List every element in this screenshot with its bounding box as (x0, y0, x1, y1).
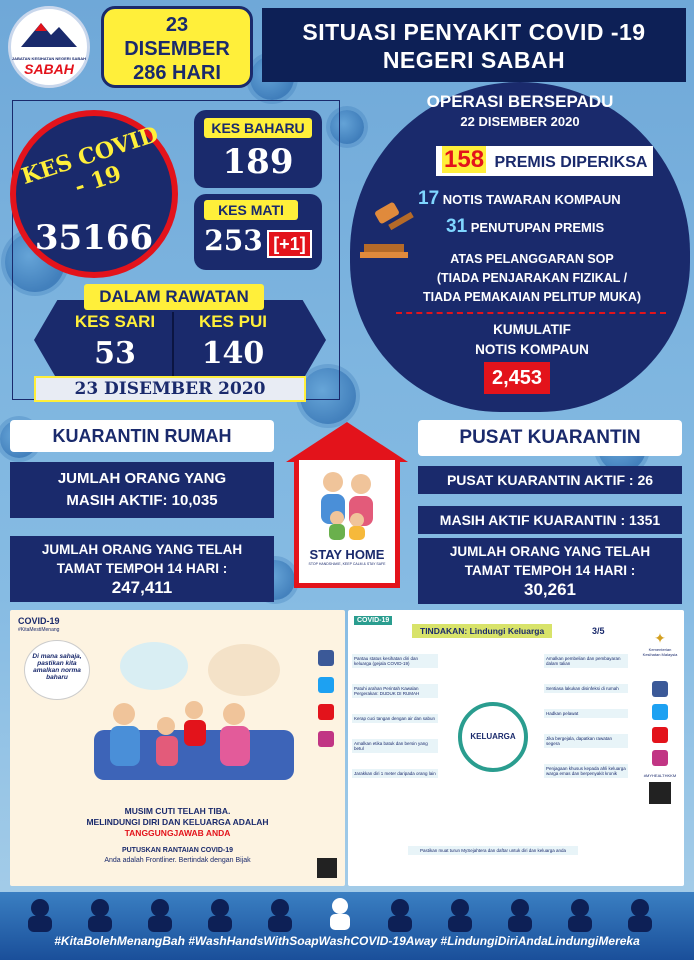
hashtags: #KitaBolehMenangBah #WashHandsWithSoapWashCOVID-19Away #LindungiDiriAndaLindungiMereka (54, 934, 640, 948)
poster-left-bubble: Di mana sahaja, pastikan kita amalkan norma baharu (24, 640, 90, 700)
date-days: 286 HARI (133, 62, 221, 84)
facebook-icon[interactable] (318, 650, 334, 666)
pusat-kuarantin-title: PUSAT KUARANTIN (418, 420, 682, 456)
poster-right-title: TINDAKAN: Lindungi Keluarga (412, 624, 552, 638)
kuarantin-tamat-value: 247,411 (111, 578, 173, 597)
date-banner-text: 23 DISEMBER 2020 (74, 379, 266, 399)
instagram-icon[interactable] (652, 750, 668, 766)
kes-baharu-label: KES BAHARU (204, 118, 312, 138)
family-on-sofa-icon (94, 640, 294, 790)
poster-right-bottom: Pastikan muat turun MySejahtera dan daftar untuk diri dan keluarga anda (408, 846, 578, 855)
kumulatif-text (392, 320, 672, 360)
family-icon (307, 462, 387, 542)
sabah-health-logo (8, 6, 90, 88)
date-box (101, 6, 253, 88)
kes-mati-card (194, 194, 322, 270)
premis-label: PREMIS DIPERIKSA (494, 154, 648, 171)
operasi-date: 22 DISEMBER 2020 (460, 114, 580, 129)
poster-right (348, 610, 684, 886)
tutup-row (446, 216, 604, 238)
kes-mati-value: 253 (204, 224, 263, 257)
poster-left-footer (10, 846, 345, 866)
poster-left-sidebar (311, 650, 341, 752)
kes-pui-label: KES PUI (198, 312, 268, 331)
operasi-title: OPERASI BERSEPADU (426, 92, 614, 111)
twitter-icon[interactable] (318, 677, 334, 693)
kuarantin-aktif-card (10, 462, 274, 518)
poster-right-item: Sentiasa lakukan disinfeksi di rumah (544, 684, 628, 693)
kes-mati-delta: [+1] (267, 230, 312, 258)
kes-covid-value: 35166 (34, 218, 154, 258)
date-banner (34, 376, 306, 402)
header-line2: NEGERI SABAH (382, 47, 566, 73)
pusat-tamat-line1: JUMLAH ORANG YANG TELAH (449, 544, 651, 559)
poster-left-headline (10, 806, 345, 839)
poster-left-hashtag: #KitaMestiMenang (18, 627, 60, 633)
instagram-icon[interactable] (318, 731, 334, 747)
kes-baharu-value: 189 (222, 142, 294, 182)
poster-left-headline1: MUSIM CUTI TELAH TIBA. (124, 806, 231, 816)
date-day: 23 (165, 14, 189, 36)
poster-right-right-items (544, 654, 628, 778)
social-tag: #MYHEALTHKKM (643, 773, 677, 778)
poster-right-item: Jarakkan diri 1 meter daripada orang lain (352, 769, 438, 778)
youtube-icon[interactable] (652, 727, 668, 743)
tutup-label: PENUTUPAN PREMIS (470, 220, 605, 235)
facebook-icon[interactable] (652, 681, 668, 697)
twitter-icon[interactable] (652, 704, 668, 720)
poster-right-item: Amalkan pembelian dan pembayaran dalam talian (544, 654, 628, 668)
rawatan-divider (172, 312, 174, 376)
kuarantin-tamat-card (10, 536, 274, 602)
pusat-masih: MASIH AKTIF KUARANTIN : 1351 (418, 506, 682, 534)
stay-home-sub: STOP HANDSHAKE, KEEP CALM & STAY SAFE (308, 562, 386, 566)
poster-left-tag: COVID-19 (18, 616, 60, 626)
ministry-crest-icon: ✦ (654, 630, 666, 646)
poster-left-footer1: PUTUSKAN RANTAIAN COVID-19 (121, 847, 234, 854)
kumulatif-line1: KUMULATIF (493, 322, 571, 337)
kes-baharu-card (194, 110, 322, 188)
poster-right-item: Pantau status kesihatan diri dan keluarga (gejala COVID-19) (352, 654, 438, 668)
pusat-tamat-card (418, 538, 682, 604)
frontliners-silhouettes-icon (0, 892, 694, 932)
kes-covid-label: KES COVID - 19 (18, 121, 162, 201)
dalam-rawatan-label: DALAM RAWATAN (84, 284, 264, 310)
premis-row (436, 146, 653, 176)
poster-left-headline3: TANGGUNGJAWAB ANDA (124, 828, 231, 838)
poster-right-item: Jika bergejala, dapatkan rawatan segera (544, 734, 628, 748)
kes-mati-label: KES MATI (204, 200, 298, 220)
header-line1: SITUASI PENYAKIT COVID -19 (302, 19, 646, 45)
poster-right-item: Amalkan etika batuk dan bersin yang betul (352, 739, 438, 753)
logo-name: SABAH (24, 61, 74, 77)
stay-home-title: STAY HOME (309, 547, 385, 562)
frontliners-band (0, 892, 694, 960)
poster-left (10, 610, 345, 886)
date-month: DISEMBER (124, 38, 230, 60)
notis-num: 17 (418, 188, 440, 209)
sop-line3: TIADA PEMAKAIAN PELITUP MUKA) (422, 290, 642, 304)
poster-right-item: Hadkan pelawat (544, 709, 628, 718)
kumulatif-value: 2,453 (484, 362, 550, 394)
poster-right-item: Patuhi arahan Perintah Kawalan Pergerakan: DUDUK DI RUMAH (352, 684, 438, 698)
poster-right-tag: COVID-19 (354, 616, 392, 625)
poster-right-item: Kerap cuci tangan dengan air dan sabun (352, 714, 438, 723)
keluarga-center: KELUARGA (458, 702, 528, 772)
ministry-name: Kementerian Kesihatan Malaysia (642, 647, 678, 657)
youtube-icon[interactable] (318, 704, 334, 720)
poster-right-item: Penjagaan khusus kepada ahli keluarga warga emas dan berpenyakit kronik (544, 764, 628, 778)
kuarantin-aktif-line1: JUMLAH ORANG YANG (57, 470, 227, 487)
pusat-tamat-line2: TAMAT TEMPOH 14 HARI : (464, 563, 636, 578)
poster-right-page: 3/5 (592, 626, 605, 636)
sop-text (392, 250, 672, 307)
dashed-divider (396, 312, 666, 314)
kuarantin-tamat-line2: TAMAT TEMPOH 14 HARI : (56, 561, 228, 576)
qr-code-icon (317, 858, 337, 878)
kuarantin-tamat-line1: JUMLAH ORANG YANG TELAH (41, 542, 243, 557)
stay-home-card (286, 422, 408, 590)
kes-sari-value: 53 (94, 336, 136, 371)
kuarantin-rumah-title: KUARANTIN RUMAH (10, 420, 274, 452)
page-header (262, 8, 686, 82)
poster-left-footer2: Anda adalah Frontliner. Bertindak dengan Bijak (104, 857, 251, 864)
pusat-tamat-value: 30,261 (524, 580, 576, 599)
notis-row (418, 188, 621, 210)
poster-left-headline2: MELINDUNGI DIRI DAN KELUARGA ADALAH (86, 817, 269, 827)
qr-code-icon (649, 782, 671, 804)
premis-num: 158 (444, 146, 485, 173)
roof-icon (286, 422, 408, 462)
kuarantin-aktif-line2: MASIH AKTIF: 10,035 (66, 492, 218, 509)
tutup-num: 31 (446, 216, 468, 237)
kumulatif-line2: NOTIS KOMPAUN (475, 342, 589, 357)
notis-label: NOTIS TAWARAN KOMPAUN (442, 192, 621, 207)
kes-covid-circle (10, 110, 178, 278)
poster-right-sidebar (642, 630, 678, 804)
sop-line2: (TIADA PENJARAKAN FIZIKAL / (436, 271, 628, 285)
kes-pui-value: 140 (201, 336, 265, 371)
logo-top-text: JABATAN KESIHATAN NEGERI SABAH (11, 56, 87, 61)
kes-sari-label: KES SARI (74, 312, 156, 331)
mountain-logo-icon (19, 17, 79, 51)
pusat-aktif: PUSAT KUARANTIN AKTIF : 26 (418, 466, 682, 494)
poster-right-left-items (352, 654, 438, 778)
sop-line1: ATAS PELANGGARAN SOP (450, 252, 614, 266)
